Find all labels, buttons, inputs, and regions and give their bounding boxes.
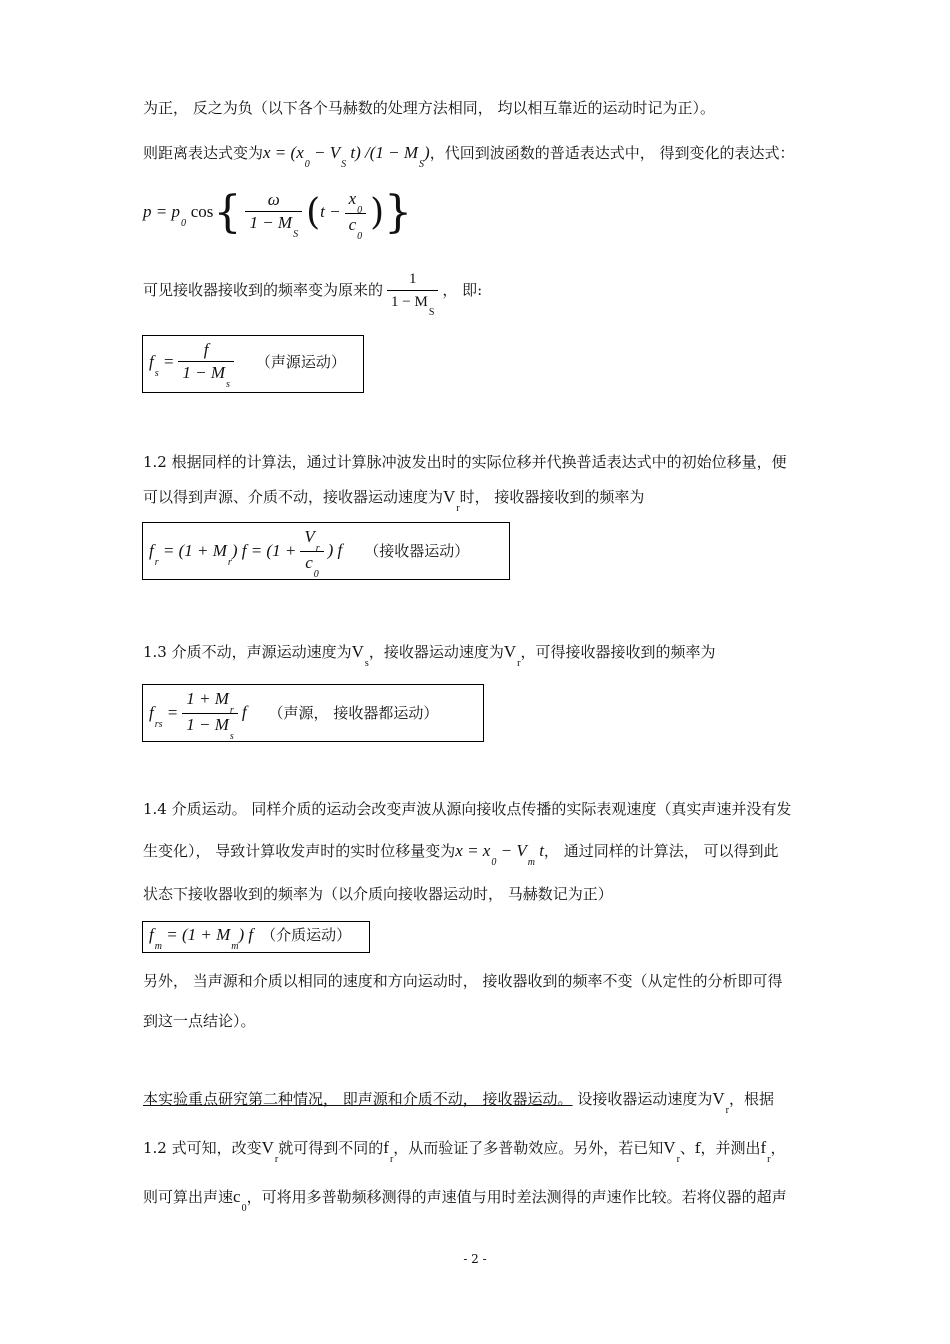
formula-note: （声源， 接收器都运动） — [268, 703, 439, 722]
formula-box-receiver-motion: $f_r = (1 + M_r) f = (1$ + $\frac{V_r}{c_0}$ ) f （接收器运动） — [142, 522, 510, 580]
text-segment: ， — [770, 1139, 786, 1157]
paragraph-line: 1.4 介质运动。 同样介质的运动会改变声波从源向接收点传播的实际表观速度（真实声速并没有发 — [143, 800, 792, 818]
text-segment: 则可算出声速 — [143, 1188, 234, 1206]
paragraph-line — [143, 142, 795, 170]
text-segment: ，根据 — [728, 1090, 774, 1108]
underlined-text: 本实验重点研究第二种情况， 即声源和介质不动， 接收器运动。 — [143, 1090, 573, 1108]
formula-note: （声源运动） — [255, 353, 346, 371]
paragraph-line: 到这一点结论）。 — [143, 1012, 256, 1030]
text-segment: 设接收器运动速度为 — [572, 1090, 713, 1108]
paragraph-line: 本实验重点研究第二种情况， 即声源和介质不动， 接收器运动。 设接收器运动速度为$V_r$，根据 — [143, 1089, 774, 1116]
text-segment: 1.2 式可知，改变 — [143, 1139, 262, 1157]
text-segment: 时， 接收器接收到的频率为 — [459, 488, 645, 506]
page-number: - 2 - — [463, 1252, 487, 1266]
formula-box-both-motion: $f_{rs}$ = $\frac{1 + M_r}{1 - M_s}$ f （声源， 接收器都运动） — [142, 684, 484, 742]
paragraph-line: 1.2 根据同样的计算法，通过计算脉冲波发出时的实际位移并代换普适表达式中的初始位移量，便 — [143, 453, 787, 471]
paragraph-line: 为正， 反之为负（以下各个马赫数的处理方法相同， 均以相互靠近的运动时记为正）。 — [143, 99, 716, 117]
paragraph-line: 1.3 介质不动，声源运动速度为$V_s$，接收器运动速度为$V_r$，可得接收器接收到的频率为 — [143, 642, 716, 669]
text-segment: ，从而验证了多普勒效应。另外，若已知 — [393, 1139, 664, 1157]
paragraph-line: 可以得到声源、介质不动，接收器运动速度为$V_r$时， 接收器接收到的频率为 — [143, 487, 645, 514]
paragraph-line: 另外， 当声源和介质以相同的速度和方向运动时， 接收器收到的频率不变（从定性的分析即可得 — [143, 972, 783, 990]
text-segment: 可见接收器接收到的频率变为原来的 — [143, 281, 384, 299]
text-segment: ，代回到波函数的普适表达式中， 得到变化的表达式： — [429, 144, 795, 162]
paragraph-line: 则可算出声速$c_0$，可将用多普勒频移测得的声速值与用时差法测得的声速作比较。若将仪器的超声 — [143, 1187, 787, 1214]
paragraph-line: 状态下接收器收到的频率为（以介质向接收器运动时， 马赫数记为正） — [143, 885, 613, 903]
text-segment: ，接收器运动速度为 — [368, 643, 504, 661]
displacement-formula: $x = x_0 - V_m$ t — [455, 841, 544, 868]
formula-note: （介质运动） — [261, 926, 352, 944]
formula-box-medium-motion: $f_m = (1 + M_m)$ f （介质运动） — [142, 921, 370, 953]
text-segment: ， 通过同样的计算法， 可以得到此 — [543, 842, 779, 860]
text-segment: 、f，并测出 — [679, 1139, 761, 1157]
paragraph-line — [143, 262, 482, 318]
text-segment: ， 即: — [442, 281, 483, 299]
frequency-factor: $\frac{1}{1 - M_S}$ — [387, 268, 438, 315]
distance-formula: $x = (x_0 - V_S$ t) $/(1 - M_S)$ — [263, 143, 430, 170]
text-segment: 就可得到不同的 — [278, 1139, 384, 1157]
text-segment: 1.3 介质不动，声源运动速度为 — [143, 643, 352, 661]
paragraph-line — [143, 840, 779, 868]
wave-equation: $p = p_0$ cos{ $\frac{\omega}{1 - M_S}$ (t − $\frac{x_0}{c_0}$ )} — [143, 187, 413, 242]
paragraph-line: 1.2 式可知，改变$V_r$就可得到不同的$f_r$，从而验证了多普勒效应。另外，若已知$V_r$、f，并测出$f_r$， — [143, 1138, 786, 1165]
text-segment: 则距离表达式变为 — [143, 144, 264, 162]
text-segment: 生变化）， 导致计算收发声时的实时位移量变为 — [143, 842, 456, 860]
text-segment: ，可得接收器接收到的频率为 — [520, 643, 716, 661]
formula-note: （接收器运动） — [364, 541, 470, 560]
formula-box-source-motion: $f_s$ = $\frac{f}{1 - M_s}$ （声源运动） — [142, 335, 364, 393]
text-segment: ，可将用多普勒频移测得的声速值与用时差法测得的声速作比较。若将仪器的超声 — [246, 1188, 787, 1206]
text-segment: 可以得到声源、介质不动，接收器运动速度为 — [143, 488, 444, 506]
